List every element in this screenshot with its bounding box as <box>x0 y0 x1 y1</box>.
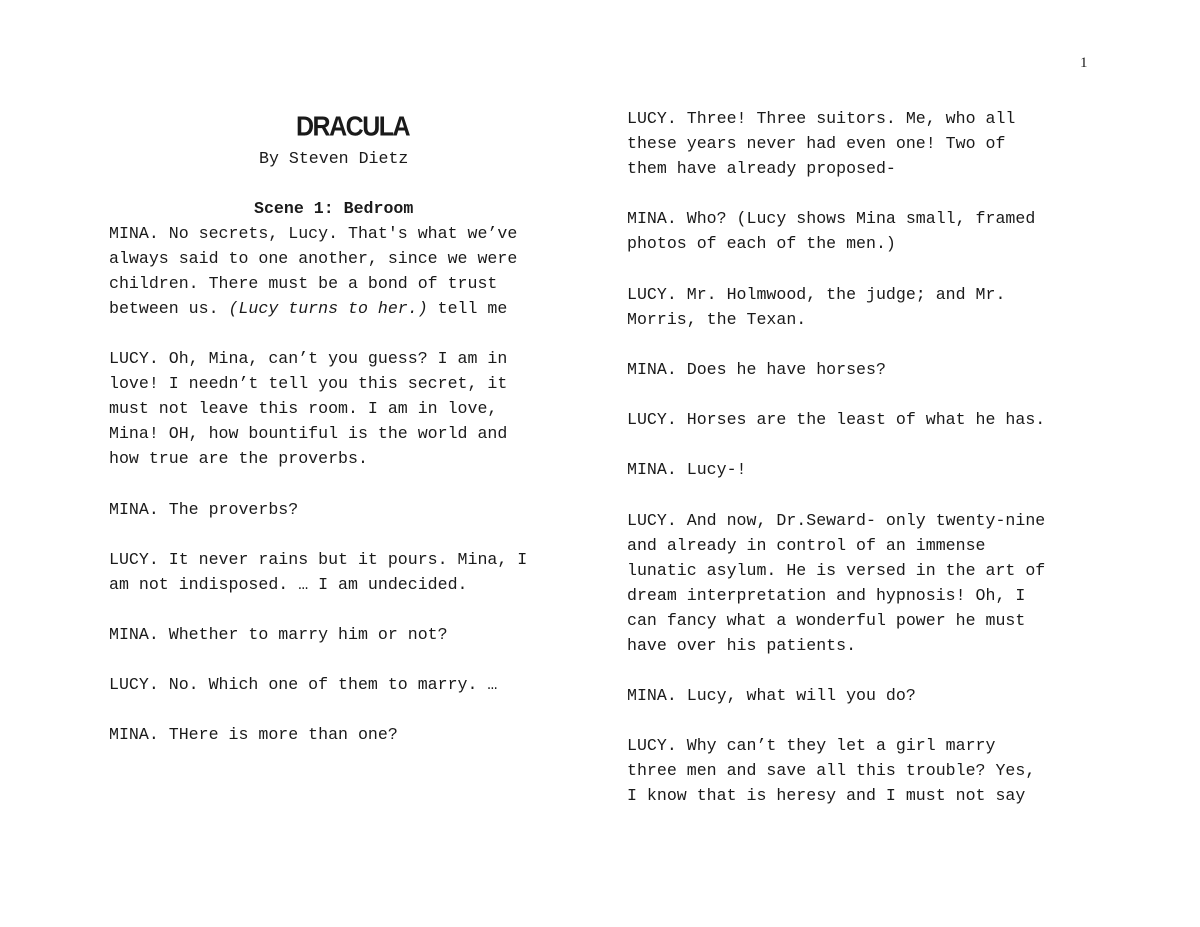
dialogue-line: I know that is heresy and I must not say <box>627 786 1026 805</box>
dialogue-line: MINA. Does he have horses? <box>627 360 886 379</box>
play-title: DRACULA <box>296 111 410 143</box>
dialogue-line: LUCY. Horses are the least of what he has. <box>627 410 1046 429</box>
dialogue-paragraph <box>627 457 747 482</box>
dialogue-paragraph <box>627 106 1015 181</box>
dialogue-line: photos of each of the men.) <box>627 234 896 253</box>
dialogue-paragraph <box>109 346 507 471</box>
dialogue-line: LUCY. Mr. Holmwood, the judge; and Mr. <box>627 285 1006 304</box>
dialogue-paragraph <box>109 722 398 747</box>
dialogue-line: love! I needn’t tell you this secret, it <box>109 374 508 393</box>
dialogue-paragraph <box>627 357 886 382</box>
dialogue-line: Mina! OH, how bountiful is the world and <box>109 424 508 443</box>
stage-direction: (Lucy turns to her.) <box>228 299 428 318</box>
dialogue-line: MINA. The proverbs? <box>109 500 299 519</box>
dialogue-line: MINA. No secrets, Lucy. That's what we’ve <box>109 224 518 243</box>
dialogue-line: them have already proposed- <box>627 159 896 178</box>
dialogue-paragraph <box>109 497 298 522</box>
dialogue-paragraph <box>627 508 1045 658</box>
dialogue-line: LUCY. No. Which one of them to marry. … <box>109 675 498 694</box>
dialogue-text: between us. <box>109 299 229 318</box>
dialogue-line: MINA. Lucy, what will you do? <box>627 686 916 705</box>
dialogue-paragraph <box>109 622 448 647</box>
dialogue-paragraph <box>109 221 517 321</box>
dialogue-line: must not leave this room. I am in love, <box>109 399 498 418</box>
dialogue-line: lunatic asylum. He is versed in the art of <box>627 561 1046 580</box>
dialogue-line: LUCY. And now, Dr.Seward- only twenty-nine <box>627 511 1046 530</box>
dialogue-line: can fancy what a wonderful power he must <box>627 611 1026 630</box>
dialogue-line: have over his patients. <box>627 636 857 655</box>
dialogue-paragraph <box>109 547 527 597</box>
dialogue-paragraph <box>627 206 1035 256</box>
dialogue-line: MINA. Whether to marry him or not? <box>109 625 448 644</box>
page-number: 1 <box>1080 55 1088 71</box>
dialogue-line: LUCY. Why can’t they let a girl marry <box>627 736 996 755</box>
dialogue-paragraph <box>627 733 1035 808</box>
dialogue-line: LUCY. It never rains but it pours. Mina, I <box>109 550 528 569</box>
dialogue-paragraph <box>109 672 497 697</box>
dialogue-text: tell me <box>427 299 508 318</box>
dialogue-paragraph <box>627 407 1045 432</box>
dialogue-line: LUCY. Three! Three suitors. Me, who all <box>627 109 1016 128</box>
dialogue-line: children. There must be a bond of trust <box>109 274 498 293</box>
dialogue-line: dream interpretation and hypnosis! Oh, I <box>627 586 1026 605</box>
dialogue-line: am not indisposed. … I am undecided. <box>109 575 468 594</box>
dialogue-line: always said to one another, since we were <box>109 249 518 268</box>
dialogue-paragraph <box>627 683 916 708</box>
author-byline: By Steven Dietz <box>259 149 409 168</box>
dialogue-paragraph <box>627 282 1005 332</box>
dialogue-line: MINA. Who? (Lucy shows Mina small, framed <box>627 209 1036 228</box>
dialogue-line <box>109 296 517 321</box>
dialogue-line: LUCY. Oh, Mina, can’t you guess? I am in <box>109 349 508 368</box>
scene-heading: Scene 1: Bedroom <box>254 199 414 218</box>
dialogue-line: Morris, the Texan. <box>627 310 807 329</box>
dialogue-line: MINA. THere is more than one? <box>109 725 398 744</box>
dialogue-line: three men and save all this trouble? Yes, <box>627 761 1036 780</box>
dialogue-line: these years never had even one! Two of <box>627 134 1006 153</box>
dialogue-line: MINA. Lucy-! <box>627 460 747 479</box>
dialogue-line: how true are the proverbs. <box>109 449 368 468</box>
dialogue-line: and already in control of an immense <box>627 536 986 555</box>
